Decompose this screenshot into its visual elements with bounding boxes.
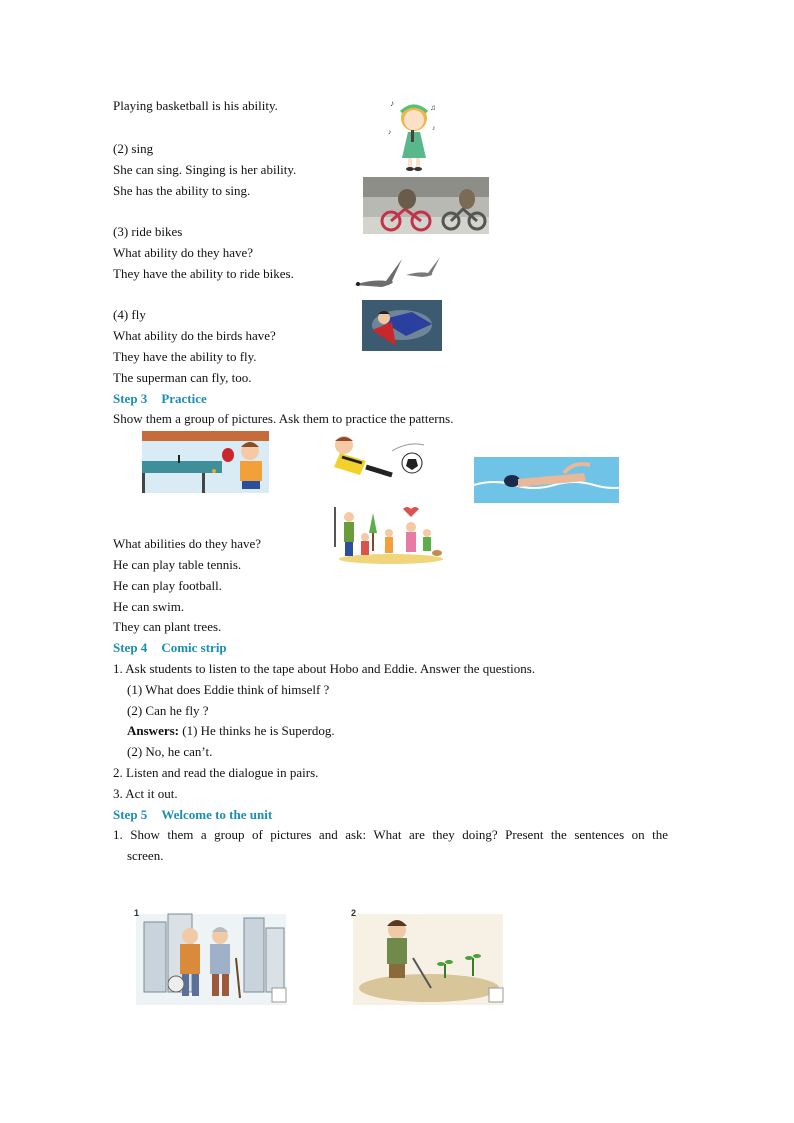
text-line: 1. Show them a group of pictures and ask: What are they doing? Present the sentences on the xyxy=(113,827,668,842)
step-title: Comic strip xyxy=(161,640,227,655)
step-label: Step 4 xyxy=(113,640,148,655)
text-line: What abilities do they have? xyxy=(113,536,262,551)
text-line: He can play football. xyxy=(113,578,223,593)
picture-number: 1 xyxy=(134,908,140,918)
text-line: What ability do the birds have? xyxy=(113,328,276,343)
svg-text:♫: ♫ xyxy=(430,103,436,112)
text-line: (2) Can he fly ? xyxy=(127,703,209,718)
svg-text:♪: ♪ xyxy=(390,99,394,108)
text-line: Playing basketball is his ability. xyxy=(113,98,278,113)
text-line: Show them a group of pictures. Ask them to practice the patterns. xyxy=(113,411,454,426)
picture-number: 2 xyxy=(351,908,357,918)
text-line: They have the ability to ride bikes. xyxy=(113,266,294,281)
football-image xyxy=(322,431,430,486)
table-tennis-image xyxy=(142,431,269,493)
flying-birds-image xyxy=(352,255,442,291)
text-line: He can play table tennis. xyxy=(113,557,242,572)
text-line: She has the ability to sing. xyxy=(113,183,251,198)
planting-seedlings-image xyxy=(349,908,505,1005)
monkeys-bikes-image xyxy=(363,177,489,234)
helping-elderly-image xyxy=(132,908,288,1005)
text-line: What ability do they have? xyxy=(113,245,254,260)
text-line: 1. Ask students to listen to the tape about Hobo and Eddie. Answer the questions. xyxy=(113,661,536,676)
text-line: They can plant trees. xyxy=(113,619,222,634)
text-line: She can sing. Singing is her ability. xyxy=(113,162,297,177)
step-label: Step 5 xyxy=(113,807,148,822)
superman-image xyxy=(362,300,442,351)
step-title: Welcome to the unit xyxy=(161,807,273,822)
svg-text:♪: ♪ xyxy=(388,128,392,136)
text-line: screen. xyxy=(127,848,164,863)
text-line: (3) ride bikes xyxy=(113,224,183,239)
text-line: 3. Act it out. xyxy=(113,786,178,801)
answer-text: (1) He thinks he is Superdog. xyxy=(179,723,335,738)
text-line: (2) sing xyxy=(113,141,154,156)
text-line: (4) fly xyxy=(113,307,146,322)
singing-girl-image xyxy=(386,96,442,174)
svg-text:♪: ♪ xyxy=(432,124,436,132)
step-heading xyxy=(113,806,272,824)
step-heading xyxy=(113,639,227,657)
planting-trees-image xyxy=(331,503,446,564)
answers-label: Answers: xyxy=(127,723,179,738)
text-line: (2) No, he can’t. xyxy=(127,744,213,759)
text-line: They have the ability to fly. xyxy=(113,349,257,364)
text-line: He can swim. xyxy=(113,599,185,614)
step-heading xyxy=(113,390,207,408)
answers-line xyxy=(127,722,335,740)
text-line: (1) What does Eddie think of himself ? xyxy=(127,682,330,697)
text-line: 2. Listen and read the dialogue in pairs. xyxy=(113,765,319,780)
step-title: Practice xyxy=(161,391,207,406)
swimming-image xyxy=(474,457,619,503)
step-label: Step 3 xyxy=(113,391,148,406)
text-line: The superman can fly, too. xyxy=(113,370,252,385)
